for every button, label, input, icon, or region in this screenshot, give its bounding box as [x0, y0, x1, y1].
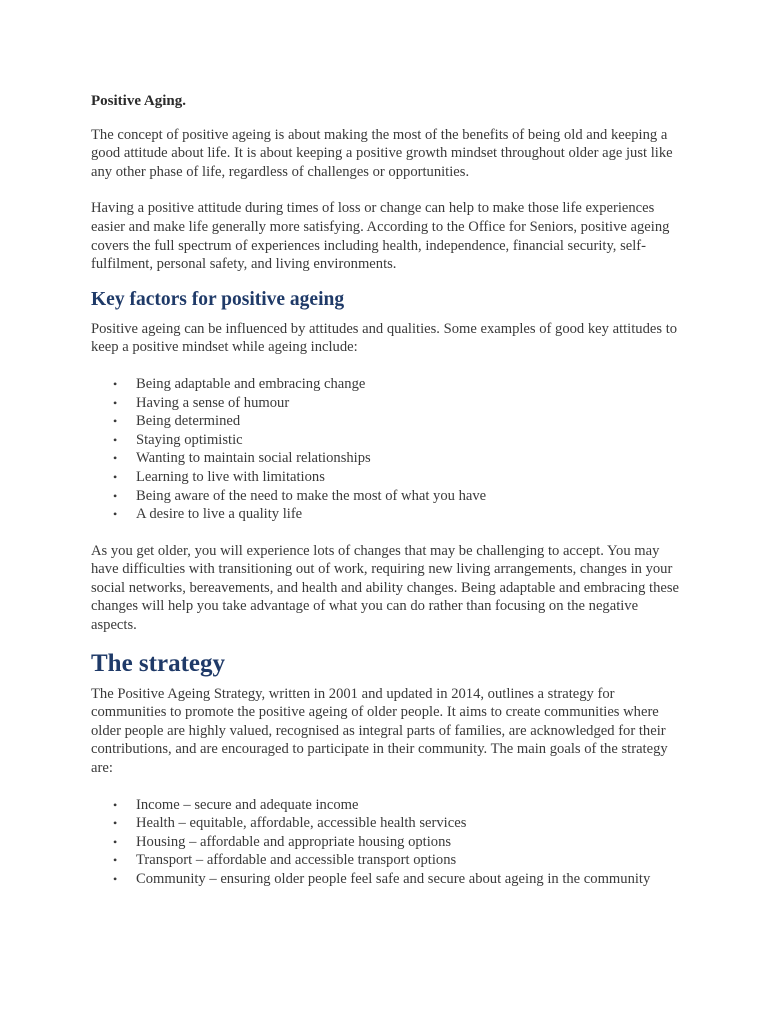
list-item — [91, 796, 681, 815]
list-item-text: Community – ensuring older people feel safe and secure about ageing in the community — [136, 871, 651, 887]
list-item-text: Housing – affordable and appropriate housing options — [136, 833, 452, 850]
list-item — [91, 468, 681, 487]
list-item-text: Being determined — [136, 413, 241, 430]
key-factors-intro: Positive ageing can be influenced by attitudes and qualities. Some examples of good key attitudes to keep a positive mindset while ageing include: — [91, 320, 678, 356]
section-heading-key-factors: Key factors for positive ageing — [91, 288, 345, 310]
list-item — [91, 870, 681, 889]
list-item — [91, 487, 681, 506]
bullet-icon: • — [113, 469, 118, 484]
list-item — [91, 505, 681, 524]
bullet-icon: • — [113, 376, 118, 391]
intro-paragraph-2: Having a positive attitude during times of loss or change can help to make those life experiences easier and make life generally more satisfying. According to the Office for Seniors, positive ageing covers the full spectrum of experiences including health, independence, financial security, self-fulfilment, personal safety, and living environments. — [91, 200, 670, 273]
list-item — [91, 375, 681, 394]
key-factors-list — [91, 375, 681, 524]
list-item — [91, 851, 681, 870]
bullet-icon: • — [113, 488, 118, 503]
list-item-text: Transport – affordable and accessible transport options — [136, 852, 457, 869]
document-title: Positive Aging. — [91, 93, 187, 109]
list-item — [91, 394, 681, 413]
list-item-text: Wanting to maintain social relationships — [136, 450, 371, 467]
bullet-icon: • — [113, 414, 118, 429]
bullet-icon: • — [113, 872, 118, 886]
list-item — [91, 412, 681, 431]
strategy-intro: The Positive Ageing Strategy, written in 2001 and updated in 2014, outlines a strategy for communities to promote the positive ageing of older people. It aims to create communities where older people are highly valued, recognised as integral parts of families, are acknowledged for their contributions, and are encouraged to participate in their community. The main goals of the strategy are: — [91, 685, 668, 777]
section-heading-strategy: The strategy — [91, 649, 225, 677]
list-item-text: Income – secure and adequate income — [136, 796, 359, 813]
bullet-icon: • — [113, 853, 118, 868]
bullet-icon: • — [113, 816, 118, 831]
bullet-icon: • — [113, 797, 118, 812]
list-item-text: Being aware of the need to make the most of what you have — [136, 487, 487, 504]
list-item-text: Health – equitable, affordable, accessible health services — [136, 815, 467, 832]
bullet-icon: • — [113, 395, 118, 410]
bullet-icon: • — [113, 507, 118, 522]
list-item-text: Being adaptable and embracing change — [136, 375, 366, 392]
list-item — [91, 833, 681, 852]
list-item — [91, 431, 681, 450]
list-item — [91, 449, 681, 468]
bullet-icon: • — [113, 432, 118, 447]
list-item-text: Staying optimistic — [136, 431, 243, 448]
document-body — [91, 92, 681, 907]
bullet-icon: • — [113, 451, 118, 466]
intro-paragraph-1: The concept of positive ageing is about making the most of the benefits of being old and keeping a good attitude about life. It is about keeping a positive growth mindset throughout older age just like any other phase of life, regardless of challenges or opportunities. — [91, 126, 673, 180]
list-item-text: Having a sense of humour — [136, 394, 290, 411]
strategy-goals-list — [91, 796, 681, 889]
list-item-text: Learning to live with limitations — [136, 468, 325, 485]
bullet-icon: • — [113, 834, 118, 849]
list-item — [91, 814, 681, 833]
key-factors-closing: As you get older, you will experience lots of changes that may be challenging to accept. You may have difficulties with transitioning out of work, requiring new living arrangements, changes in your social networks, bereavements, and health and ability changes. Being adaptable and embracing these changes will help you take advantage of what you can do rather than focusing on the negative aspects. — [91, 542, 679, 634]
list-item-text: A desire to live a quality life — [136, 506, 303, 523]
